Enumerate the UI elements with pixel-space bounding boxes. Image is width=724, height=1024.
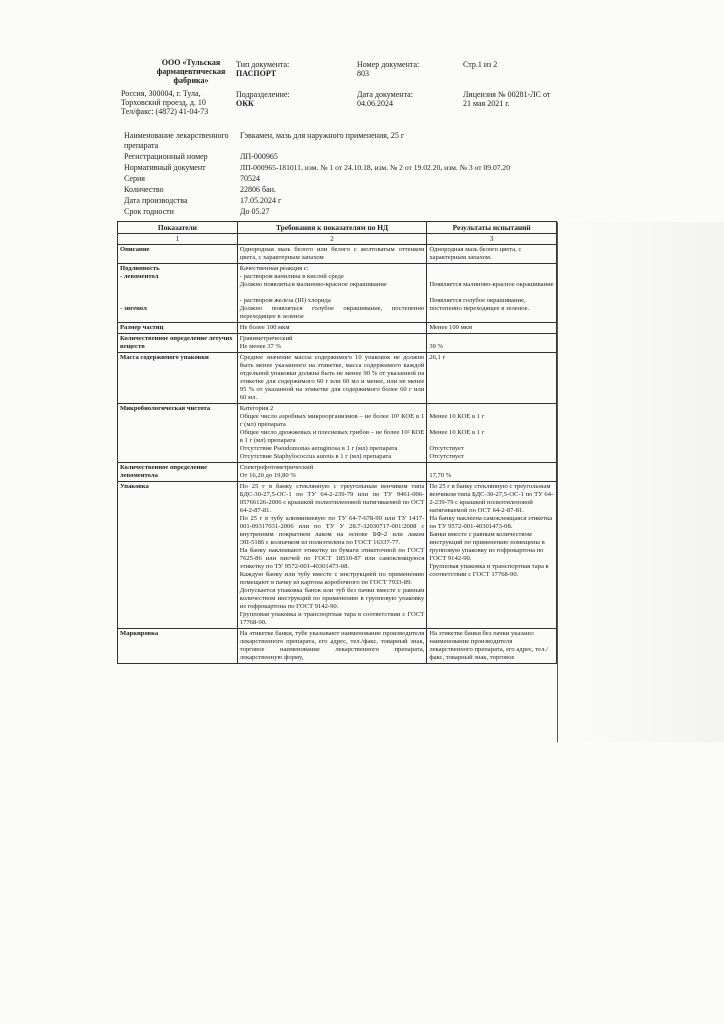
requirement-cell: Категория 2 Общее число аэробных микроорганизмов – не более 10³ КОЕ в 1 г (мл) препарата Общее число дрожжевых и плесневых грибов – не более 10² КОЕ в 1 г (мл) препарата Отсутствие Pseudomonas aeruginosa в 1 г (мл) препарата Отсутствие Staphylococcus aureus в 1 г (мл) препарата bbox=[237, 404, 427, 463]
meta-value-quantity: 22806 бан. bbox=[240, 185, 276, 194]
company-name-3: фабрика» bbox=[173, 76, 209, 85]
docdate-label: Дата документа: bbox=[357, 90, 413, 99]
meta-value-series: 70524 bbox=[240, 174, 260, 183]
license-line-2: 21 мая 2021 г. bbox=[463, 99, 510, 108]
table-number-row bbox=[118, 234, 557, 245]
meta-label-regnum: Регистрационный номер bbox=[124, 152, 208, 161]
meta-label-quantity: Количество bbox=[124, 185, 164, 194]
table-row bbox=[118, 323, 557, 334]
requirement-cell: Однородная мазь белого или белого с желтоватым оттенком цвета, с характерным запахом bbox=[237, 245, 427, 264]
col-header-results: Результаты испытаний bbox=[427, 222, 557, 234]
indicator-cell: Размер частиц bbox=[118, 323, 238, 334]
col-number-1: 1 bbox=[118, 234, 238, 245]
col-header-requirements: Требования к показателям по НД bbox=[237, 222, 427, 234]
company-addr-1: Россия, 300004, г. Тула, bbox=[121, 89, 201, 98]
result-cell: Появляется малиново-красное окрашивание Появляется голубое окрашивание, постепенно переходящее в зеленое. bbox=[427, 264, 557, 323]
table-row bbox=[118, 482, 557, 629]
meta-label-proddate: Дата производства bbox=[124, 196, 188, 205]
meta-label-normdoc: Нормативный документ bbox=[124, 163, 206, 172]
docnum-value: 803 bbox=[357, 69, 369, 78]
indicator-cell: Подлинность - левоментол - эвгенол bbox=[118, 264, 238, 323]
table-body bbox=[118, 245, 557, 664]
col-number-3: 3 bbox=[427, 234, 557, 245]
docdate-block bbox=[357, 90, 413, 108]
license-line-1: Лицензия № 00281-ЛС от bbox=[463, 90, 551, 99]
indicator-cell: Описание bbox=[118, 245, 238, 264]
test-results-table bbox=[117, 221, 557, 664]
meta-value-expiry: До 05.27 bbox=[240, 207, 270, 216]
requirement-cell: Не более 100 мкм bbox=[237, 323, 427, 334]
license-block bbox=[463, 90, 550, 108]
table-row bbox=[118, 264, 557, 323]
dept-label: Подразделение: bbox=[236, 90, 290, 99]
table-row bbox=[118, 245, 557, 264]
indicator-cell: Маркировка bbox=[118, 629, 238, 664]
doctype-value: ПАСПОРТ bbox=[236, 69, 277, 78]
dept-block bbox=[236, 90, 290, 108]
indicator-cell: Масса содержимого упаковки bbox=[118, 353, 238, 404]
company-name-1: ООО «Тульская bbox=[161, 58, 221, 67]
requirement-cell: Среднее значение массы содержимого 10 упаковок не должно быть менее указанного на этикетке, масса содержимого каждой отдельной упаковки должна быть не менее 90 % от указанной на этикетке для содержимого 60 г или 60 мл и менее, или не менее 95 % от указанной на этикетке для содержимого более 60 г или 60 мл. bbox=[237, 353, 427, 404]
table-row bbox=[118, 404, 557, 463]
result-cell: Однородная мазь белого цвета, с характерным запахом. bbox=[427, 245, 557, 264]
meta-label-name: Наименование лекарственного препарата bbox=[124, 131, 229, 150]
table-row bbox=[118, 334, 557, 353]
indicator-cell: Количественное определение летучих веществ bbox=[118, 334, 238, 353]
doctype-block bbox=[236, 60, 289, 78]
col-header-indicators: Показатели bbox=[118, 222, 238, 234]
company-phone: Тел/факс: (4872) 41-04-73 bbox=[121, 107, 209, 116]
meta-value-proddate: 17.05.2024 г bbox=[240, 196, 282, 205]
result-cell: Менее 100 мкм bbox=[427, 323, 557, 334]
meta-value-regnum: ЛП-000965 bbox=[240, 152, 278, 161]
docdate-value: 04.06.2024 bbox=[357, 99, 393, 108]
meta-value-name: Гэвкамен, мазь для наружного применения, 25 г bbox=[240, 131, 405, 140]
meta-value-normdoc: ЛП-000965-181011, изм. № 1 от 24.10.18, изм. № 2 от 19.02.20, изм. № 3 от 09.07.20 bbox=[240, 163, 511, 172]
requirement-cell: Спектрофотометрический От 16,20 до 19,80 % bbox=[237, 463, 427, 482]
scan-shadow bbox=[556, 222, 724, 742]
requirement-cell: Качественная реакция с: - раствором ванилина в кислой среде Должно появляться малиново-красное окрашивание - раствором железа (III) хлорида Должно появляться голубое окрашивание, постепенно переходящее в зеленое bbox=[237, 264, 427, 323]
docnum-block bbox=[357, 60, 419, 78]
company-name-2: фармацевтическая bbox=[156, 67, 226, 76]
result-cell: По 25 г в банку стеклянную с треугольным венчиком типа БДС-30-27,5-ОС-1 по ТУ 64-2-239-79 с крышкой полиэтиленовой натягиваемой по ОСТ 64-2-87-81. На банку наклеена самоклеящаяся этикетка по ТУ 9572-001-40301473-08. Банки вместе с равным количеством инструкций по применению помещены в групповую упаковку из гофрокартона по ГОСТ 9142-90. Групповая упаковка и транспортная тара в соответствии с ГОСТ 17768-90. bbox=[427, 482, 557, 629]
docnum-label: Номер документа: bbox=[357, 60, 420, 69]
right-border-line bbox=[557, 222, 558, 742]
company-address bbox=[121, 89, 208, 116]
meta-label-expiry: Срок годности bbox=[124, 207, 174, 216]
dept-value: ОКК bbox=[236, 99, 254, 108]
col-number-2: 2 bbox=[237, 234, 427, 245]
company-addr-2: Торховский проезд, д. 10 bbox=[121, 98, 206, 107]
table-row bbox=[118, 629, 557, 664]
requirement-cell: На этикетке банки, тубе указывают наименование производителя лекарственного препарата, его адрес, тел./факс, товарный знак, торговое наименование лекарственного препарата, лекарственную форму, bbox=[237, 629, 427, 664]
result-cell: 39 % bbox=[427, 334, 557, 353]
requirement-cell: Гравиметрический Не менее 37 % bbox=[237, 334, 427, 353]
table-row bbox=[118, 353, 557, 404]
table-header-row bbox=[118, 222, 557, 234]
table-row bbox=[118, 463, 557, 482]
result-cell: На этикетке банки без пачки указано: наименование производителя лекарственного препарата, его адрес, тел./факс, товарный знак, торговое bbox=[427, 629, 557, 664]
indicator-cell: Микробиологическая чистота bbox=[118, 404, 238, 463]
result-cell: 26,1 г bbox=[427, 353, 557, 404]
result-cell: Менее 10 КОЕ в 1 г Менее 10 КОЕ в 1 г Отсутствует Отсутствует bbox=[427, 404, 557, 463]
meta-label-series: Серия bbox=[124, 174, 145, 183]
company-block bbox=[146, 58, 236, 85]
requirement-cell: По 25 г в банку стеклянную с треугольным венчиком типа БДС-30-27,5-ОС-1 по ТУ 64-2-239-79 или по ТУ 9461-006-05766126-2006 с крышкой полиэтиленовой натягиваемой по ОСТ 64-2-87-81. По 25 г в тубу алюминиевую по ТУ 64-7-678-90 или ТУ 1417-001-09317031-2006 или по ТУ У 28.7-32030717-001:2008 с внутренним покрытием лаком на основе БФ-2 или лаком ЭП-5186 с колпачком из полиэтилена по ГОСТ 16337-77. На банку наклеивают этикетку из бумаги этикеточной по ГОСТ 7625-86 или писчей по ГОСТ 18510-87 или самоклеящуюся этикетку по ТУ 9572-001-40301473-08. Каждую банку или тубу вместе с инструкцией по применению помещают в пачку из картона коробочного по ГОСТ 7933-89. Допускается упаковка банок или туб без пачки вместе с равным количеством инструкций по применению в групповую упаковку из гофрокартона по ГОСТ 9142-90. Групповая упаковка и транспортная тара в соответствии с ГОСТ 17768-90. bbox=[237, 482, 427, 629]
indicator-cell: Упаковка bbox=[118, 482, 238, 629]
doctype-label: Тип документа: bbox=[236, 60, 290, 69]
page-number: Стр.1 из 2 bbox=[463, 60, 498, 69]
result-cell: 17,70 % bbox=[427, 463, 557, 482]
indicator-cell: Количественное определение левоментола bbox=[118, 463, 238, 482]
